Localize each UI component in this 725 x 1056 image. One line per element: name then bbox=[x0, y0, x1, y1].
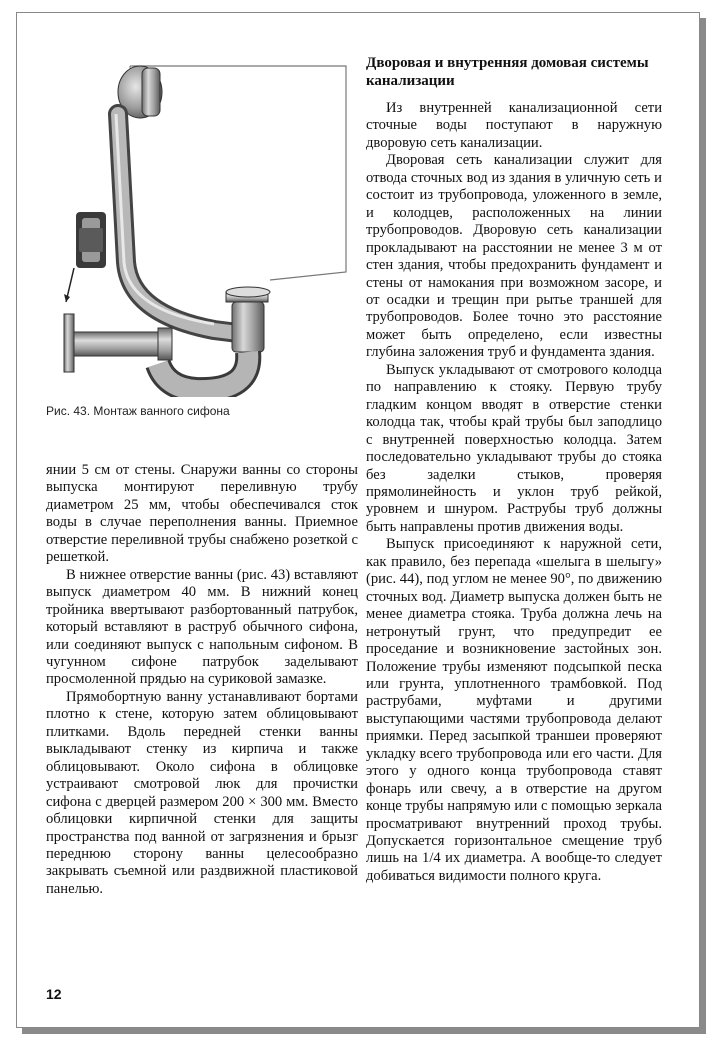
section-heading: Дворовая и внутренняя домовая системы канализации bbox=[366, 55, 649, 89]
page-number: 12 bbox=[46, 986, 62, 1002]
paragraph: Дворовая сеть канализации служит для отвода сточных вод из здания в уличную сеть и состоит из трубопровода, уложенного в земле, и колодцев, расположенных на линии трубопроводов. Дворовую сеть канализации прокладывают на расстоянии не менее 3 м от стен здания, чтобы предохранить фундамент и стены от намокания при возможном засоре, и от осадки и трещин при рытье траншей для трубопроводов. Более точно это расстояние может быть определено, если известны глубина заложения труб и фундамента здания. bbox=[366, 152, 662, 361]
paragraph: В нижнее отверстие ванны (рис. 43) вставляют выпуск диаметром 40 мм. В нижний конец тройника ввертывают разбортованный патрубок, который вставляют в раструб обычного сифона, или соединяют выпуск с напольным сифоном. В чугунном сифоне патрубок заделывают просмоленной прядью на суриковой замазке. bbox=[46, 566, 358, 688]
bath-siphon-figure bbox=[46, 52, 356, 397]
right-column bbox=[366, 100, 662, 885]
paragraph: Из внутренней канализационной сети сточные воды поступают в наружную дворовую сеть канализации. bbox=[366, 100, 662, 151]
paragraph: Прямобортную ванну устанавливают бортами плотно к стене, которую затем облицовывают плитками. Вдоль передней стенки ванны выкладывают стенку из кирпича и также облицовывают. Около сифона в облицовке устраивают смотровой люк для прочистки сифона с дверцей размером 200 × 300 мм. Вместо облицовки кирпичной стенки для защиты пространства под ванной от загрязнения и брызг переднюю сторону ванны целесообразно закрывать съемной или раздвижной пластиковой панелью. bbox=[46, 688, 358, 897]
paragraph: янии 5 см от стены. Снаружи ванны со стороны выпуска монтируют переливную трубу диаметром 25 мм, чтобы обеспечивался сток воды в случае переполнения ванны. Приемное отверстие переливной трубы снабжено розеткой с решеткой. bbox=[46, 462, 358, 566]
left-column bbox=[46, 462, 358, 898]
paragraph: Выпуск присоединяют к наружной сети, как правило, без перепада «шелыга в шелыгу» (рис. 44), под углом не менее 90°, по движению сточных вод. Диаметр выпуска должен быть не менее диаметра стояка. Труба должна лечь на нетронутый грунт, что предупредит ее проседание и возникновение застойных зон. Положение трубы изменяют подсыпкой песка или грунта, уплотненного трамбовкой. Под раструбами, муфтами и другими выступающими частями трубопровода делают приямки. Перед засыпкой траншеи проверяют укладку всего трубопровода или его части. Для этого у одного конца трубопровода ставят фонарь или свечу, а в отверстие на другом конце трубы напрямую или с помощью зеркала просматривают внутренний проход трубы. Допускается горизонтальное смещение труб лишь на 1/4 их диаметра. А вообще-то следует добиваться видимости полного круга. bbox=[366, 536, 662, 884]
figure-caption: Рис. 43. Монтаж ванного сифона bbox=[46, 404, 230, 418]
paragraph: Выпуск укладывают от смотрового колодца по направлению к стояку. Первую трубу гладким концом вводят в отверстие стенки колодца так, чтобы край трубы был заподлицо с внутренней поверхностью колодца. Затем последовательно укладывают трубы до стояка без заделки стыков, проверяя прямолинейность и уклон труб рейкой, уровнем и шнуром. Раструбы труб должны быть направлены против движения воды. bbox=[366, 361, 662, 535]
